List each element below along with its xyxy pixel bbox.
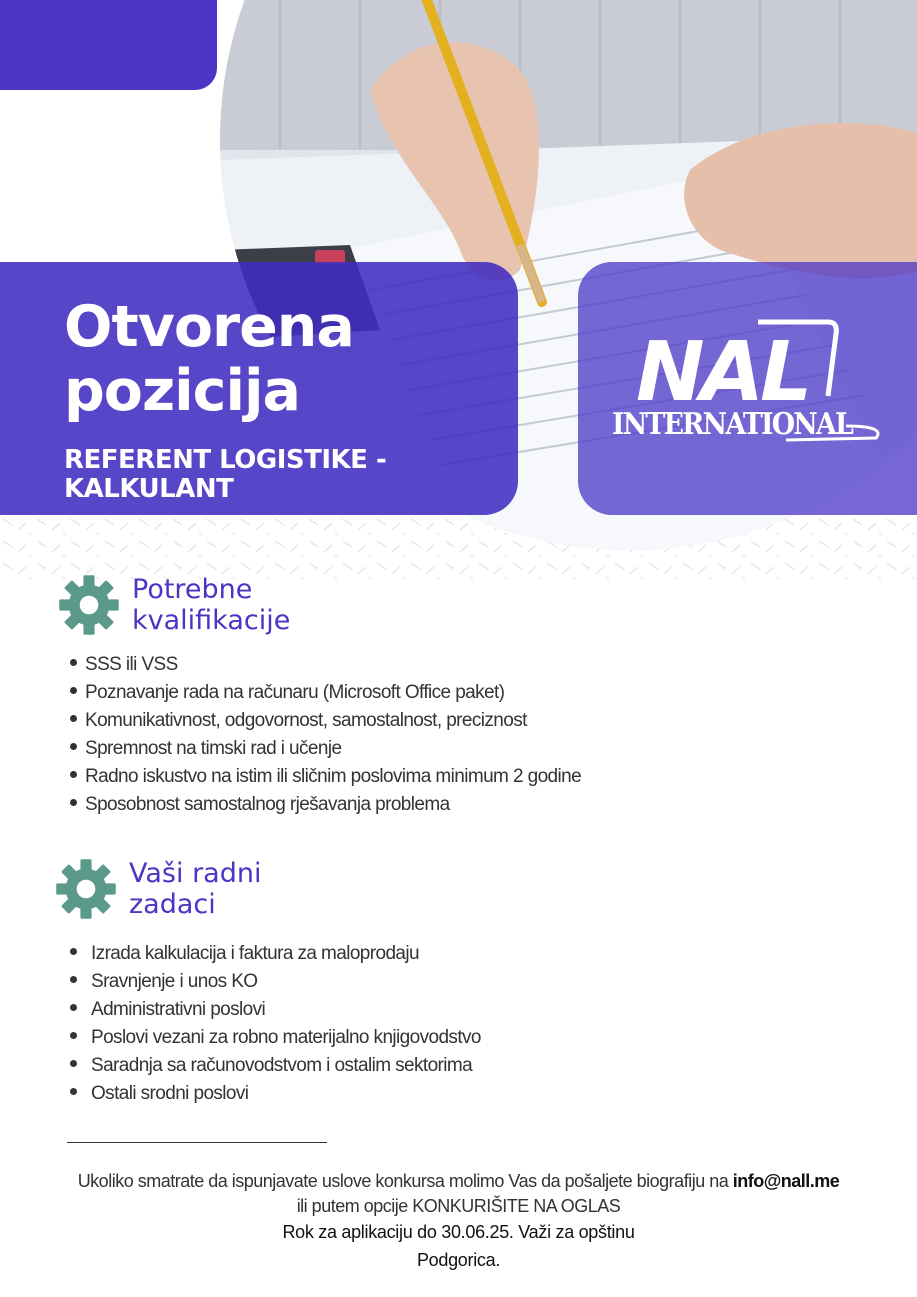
bullet-icon (70, 799, 77, 806)
qualifications-list (70, 651, 581, 819)
email-link[interactable]: info@nall.me (732, 1171, 840, 1191)
apply-text: Ukoliko smatrate da ispunjavate uslove konkursa molimo Vas da pošaljete biografiju na (77, 1171, 729, 1191)
list-item: Administrativni poslovi (70, 996, 481, 1024)
logo-sub-text: INTERNATIONAL (612, 407, 854, 442)
bullet-icon (70, 976, 77, 983)
list-item: Saradnja sa računovodstvom i ostalim sektorima (70, 1052, 481, 1080)
bullet-icon (70, 1060, 77, 1067)
qualifications-title: Potrebne kvalifikacije (132, 574, 291, 636)
tasks-header (55, 858, 329, 920)
logo-mark-text: NAL (636, 325, 809, 420)
company-logo (606, 314, 896, 444)
tasks-title: Vaši radni zadaci (129, 858, 262, 920)
list-item: Izrada kalkulacija i faktura za maloprodaju (70, 940, 481, 968)
list-item: Komunikativnost, odgovornost, samostalnost, preciznost (70, 707, 581, 735)
gear-icon (55, 858, 117, 920)
bullet-icon (70, 1032, 77, 1039)
list-item: SSS ili VSS (70, 651, 581, 679)
bullet-icon (70, 1088, 77, 1095)
corner-accent (0, 0, 217, 90)
bullet-icon (70, 715, 77, 722)
divider (67, 1142, 327, 1143)
bullet-icon (70, 659, 77, 666)
qualifications-header (58, 574, 352, 636)
list-item: Spremnost na timski rad i učenje (70, 735, 581, 763)
bullet-icon (70, 1004, 77, 1011)
tasks-list (70, 940, 481, 1108)
hero-banner (0, 0, 917, 580)
apply-alternative: ili putem opcije KONKURIŠITE NA OGLAS (296, 1196, 621, 1216)
list-item: Sposobnost samostalnog rješavanja problema (70, 791, 581, 819)
position-title: REFERENT LOGISTIKE -KALKULANT (64, 445, 387, 504)
list-item: Sravnjenje i unos KO (70, 968, 481, 996)
bullet-icon (70, 687, 77, 694)
page-title: Otvorena pozicija (64, 294, 354, 424)
list-item: Poznavanje rada na računaru (Microsoft Office paket) (70, 679, 581, 707)
application-info (0, 1168, 917, 1274)
apply-instructions (0, 1168, 917, 1194)
list-item: Radno iskustvo na istim ili sličnim poslovima minimum 2 godine (70, 763, 581, 791)
list-item: Poslovi vezani za robno materijalno knjigovodstvo (70, 1024, 481, 1052)
deadline-text: Rok za aplikaciju do 30.06.25. Važi za opštinu Podgorica. (282, 1222, 635, 1270)
bullet-icon (70, 743, 77, 750)
bullet-icon (70, 948, 77, 955)
bullet-icon (70, 771, 77, 778)
list-item: Ostali srodni poslovi (70, 1080, 481, 1108)
gear-icon (58, 574, 120, 636)
